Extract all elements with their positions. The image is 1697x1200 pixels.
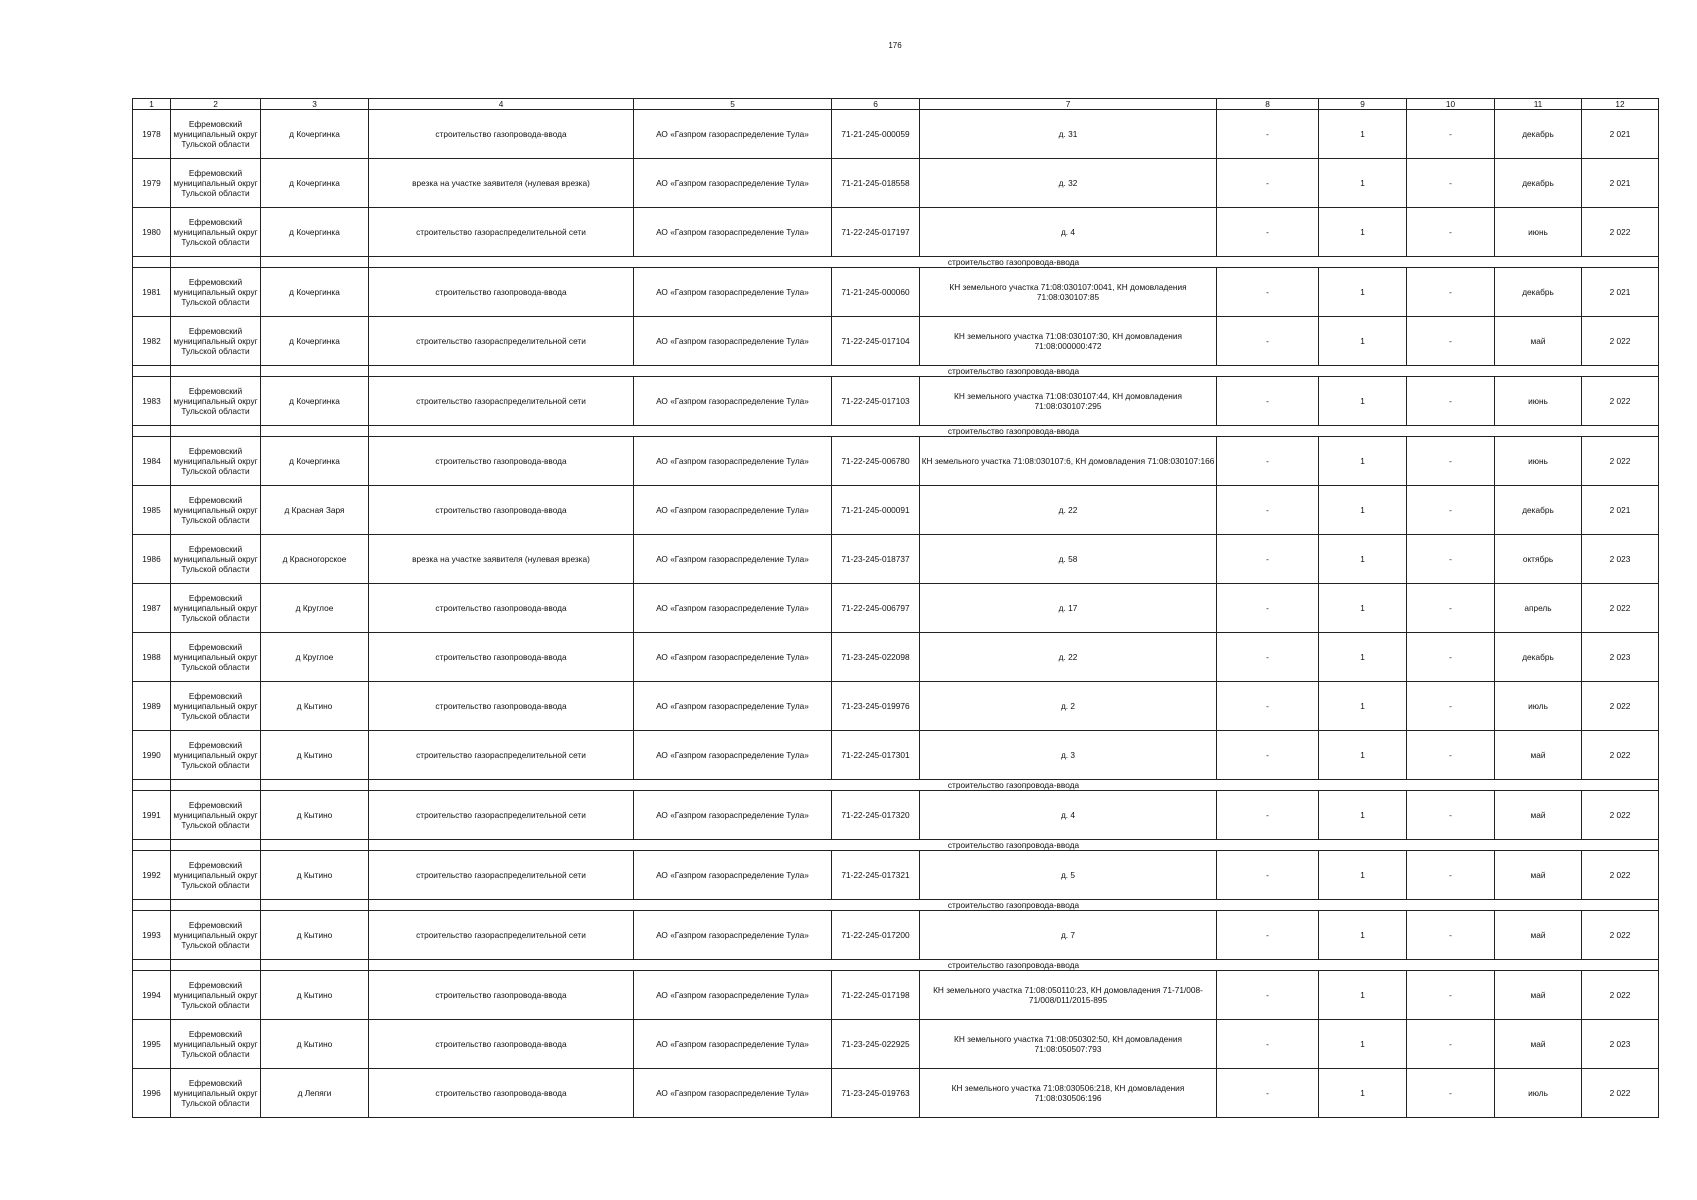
application-number-cell: 71-22-245-006797	[832, 584, 920, 633]
sub-row-work-cell: строительство газопровода-ввода	[369, 780, 1659, 791]
col8-cell: -	[1217, 159, 1319, 208]
address-cell: д. 58	[920, 535, 1217, 584]
quantity-cell: 1	[1319, 971, 1407, 1020]
quantity-cell: 1	[1319, 110, 1407, 159]
col8-cell: -	[1217, 911, 1319, 960]
application-number-cell: 71-21-245-000059	[832, 110, 920, 159]
application-number-cell: 71-23-245-022098	[832, 633, 920, 682]
municipality-cell: Ефремовский муниципальный округ Тульской области	[171, 633, 261, 682]
header-cell: 11	[1495, 99, 1582, 110]
address-cell: д. 2	[920, 682, 1217, 731]
row-number-cell: 1982	[133, 317, 171, 366]
table-row	[133, 682, 1659, 731]
application-number-cell: 71-21-245-018558	[832, 159, 920, 208]
year-cell: 2 022	[1582, 851, 1659, 900]
address-cell: КН земельного участка 71:08:030506:218, КН домовладения 71:08:030506:196	[920, 1069, 1217, 1118]
municipality-cell: Ефремовский муниципальный округ Тульской области	[171, 377, 261, 426]
col8-cell: -	[1217, 1020, 1319, 1069]
locality-cell: д Кытино	[261, 1020, 369, 1069]
year-cell: 2 022	[1582, 971, 1659, 1020]
organization-cell: АО «Газпром газораспределение Тула»	[634, 377, 832, 426]
month-cell: декабрь	[1495, 486, 1582, 535]
table-row	[133, 535, 1659, 584]
row-number-cell: 1993	[133, 911, 171, 960]
year-cell: 2 022	[1582, 911, 1659, 960]
sub-row-blank-cell	[261, 960, 369, 971]
work-type-cell: строительство газопровода-ввода	[369, 437, 634, 486]
organization-cell: АО «Газпром газораспределение Тула»	[634, 851, 832, 900]
work-type-cell: строительство газопровода-ввода	[369, 633, 634, 682]
row-number-cell: 1994	[133, 971, 171, 1020]
col10-cell: -	[1407, 208, 1495, 257]
month-cell: декабрь	[1495, 268, 1582, 317]
application-number-cell: 71-21-245-000091	[832, 486, 920, 535]
year-cell: 2 022	[1582, 731, 1659, 780]
organization-cell: АО «Газпром газораспределение Тула»	[634, 1069, 832, 1118]
year-cell: 2 021	[1582, 110, 1659, 159]
sub-row-blank-cell	[133, 780, 171, 791]
sub-row	[133, 366, 1659, 377]
organization-cell: АО «Газпром газораспределение Тула»	[634, 911, 832, 960]
table-row	[133, 159, 1659, 208]
quantity-cell: 1	[1319, 682, 1407, 731]
month-cell: декабрь	[1495, 159, 1582, 208]
municipality-cell: Ефремовский муниципальный округ Тульской области	[171, 317, 261, 366]
col8-cell: -	[1217, 731, 1319, 780]
organization-cell: АО «Газпром газораспределение Тула»	[634, 682, 832, 731]
municipality-cell: Ефремовский муниципальный округ Тульской области	[171, 971, 261, 1020]
municipality-cell: Ефремовский муниципальный округ Тульской области	[171, 486, 261, 535]
organization-cell: АО «Газпром газораспределение Тула»	[634, 317, 832, 366]
sub-row-blank-cell	[133, 900, 171, 911]
month-cell: июль	[1495, 682, 1582, 731]
municipality-cell: Ефремовский муниципальный округ Тульской области	[171, 1020, 261, 1069]
municipality-cell: Ефремовский муниципальный округ Тульской области	[171, 208, 261, 257]
month-cell: июнь	[1495, 208, 1582, 257]
header-cell: 10	[1407, 99, 1495, 110]
year-cell: 2 022	[1582, 584, 1659, 633]
table-row	[133, 437, 1659, 486]
locality-cell: д Кочергинка	[261, 377, 369, 426]
locality-cell: д Кочергинка	[261, 159, 369, 208]
application-number-cell: 71-22-245-017320	[832, 791, 920, 840]
work-type-cell: строительство газораспределительной сети	[369, 377, 634, 426]
work-type-cell: строительство газопровода-ввода	[369, 110, 634, 159]
table-row	[133, 486, 1659, 535]
table-row	[133, 791, 1659, 840]
col8-cell: -	[1217, 208, 1319, 257]
sub-row-blank-cell	[171, 900, 261, 911]
sub-row-blank-cell	[133, 840, 171, 851]
row-number-cell: 1987	[133, 584, 171, 633]
application-number-cell: 71-22-245-017198	[832, 971, 920, 1020]
locality-cell: д Кочергинка	[261, 208, 369, 257]
quantity-cell: 1	[1319, 584, 1407, 633]
quantity-cell: 1	[1319, 208, 1407, 257]
municipality-cell: Ефремовский муниципальный округ Тульской области	[171, 584, 261, 633]
work-type-cell: врезка на участке заявителя (нулевая врезка)	[369, 159, 634, 208]
header-row	[133, 99, 1659, 110]
address-cell: д. 4	[920, 791, 1217, 840]
locality-cell: д Кытино	[261, 911, 369, 960]
sub-row-work-cell: строительство газопровода-ввода	[369, 960, 1659, 971]
quantity-cell: 1	[1319, 791, 1407, 840]
sub-row-blank-cell	[171, 257, 261, 268]
table-row	[133, 110, 1659, 159]
table-row	[133, 1020, 1659, 1069]
col10-cell: -	[1407, 437, 1495, 486]
col8-cell: -	[1217, 971, 1319, 1020]
sub-row-blank-cell	[261, 366, 369, 377]
col10-cell: -	[1407, 584, 1495, 633]
address-cell: КН земельного участка 71:08:030107:6, КН домовладения 71:08:030107:166	[920, 437, 1217, 486]
row-number-cell: 1996	[133, 1069, 171, 1118]
header-cell: 7	[920, 99, 1217, 110]
municipality-cell: Ефремовский муниципальный округ Тульской области	[171, 535, 261, 584]
col10-cell: -	[1407, 377, 1495, 426]
quantity-cell: 1	[1319, 633, 1407, 682]
sub-row	[133, 426, 1659, 437]
locality-cell: д Кочергинка	[261, 268, 369, 317]
table-row	[133, 633, 1659, 682]
row-number-cell: 1983	[133, 377, 171, 426]
col10-cell: -	[1407, 971, 1495, 1020]
application-number-cell: 71-22-245-017103	[832, 377, 920, 426]
table-row	[133, 1069, 1659, 1118]
col8-cell: -	[1217, 682, 1319, 731]
organization-cell: АО «Газпром газораспределение Тула»	[634, 535, 832, 584]
municipality-cell: Ефремовский муниципальный округ Тульской области	[171, 159, 261, 208]
address-cell: д. 3	[920, 731, 1217, 780]
quantity-cell: 1	[1319, 535, 1407, 584]
col10-cell: -	[1407, 731, 1495, 780]
locality-cell: д Кочергинка	[261, 437, 369, 486]
locality-cell: д Кытино	[261, 851, 369, 900]
row-number-cell: 1988	[133, 633, 171, 682]
month-cell: май	[1495, 911, 1582, 960]
sub-row-blank-cell	[133, 426, 171, 437]
locality-cell: д Кытино	[261, 682, 369, 731]
work-type-cell: строительство газопровода-ввода	[369, 584, 634, 633]
quantity-cell: 1	[1319, 1069, 1407, 1118]
table-row	[133, 208, 1659, 257]
municipality-cell: Ефремовский муниципальный округ Тульской области	[171, 1069, 261, 1118]
sub-row	[133, 960, 1659, 971]
row-number-cell: 1985	[133, 486, 171, 535]
locality-cell: д Лепяги	[261, 1069, 369, 1118]
month-cell: май	[1495, 1020, 1582, 1069]
row-number-cell: 1979	[133, 159, 171, 208]
col8-cell: -	[1217, 584, 1319, 633]
municipality-cell: Ефремовский муниципальный округ Тульской области	[171, 851, 261, 900]
month-cell: апрель	[1495, 584, 1582, 633]
col10-cell: -	[1407, 1020, 1495, 1069]
month-cell: май	[1495, 851, 1582, 900]
year-cell: 2 022	[1582, 317, 1659, 366]
year-cell: 2 023	[1582, 535, 1659, 584]
work-type-cell: строительство газопровода-ввода	[369, 268, 634, 317]
col8-cell: -	[1217, 110, 1319, 159]
sub-row-work-cell: строительство газопровода-ввода	[369, 257, 1659, 268]
sub-row-blank-cell	[133, 366, 171, 377]
address-cell: д. 5	[920, 851, 1217, 900]
sub-row-blank-cell	[171, 780, 261, 791]
row-number-cell: 1981	[133, 268, 171, 317]
municipality-cell: Ефремовский муниципальный округ Тульской области	[171, 682, 261, 731]
work-type-cell: строительство газораспределительной сети	[369, 317, 634, 366]
page-number: 176	[888, 41, 902, 50]
header-cell: 5	[634, 99, 832, 110]
col10-cell: -	[1407, 911, 1495, 960]
locality-cell: д Кытино	[261, 791, 369, 840]
organization-cell: АО «Газпром газораспределение Тула»	[634, 208, 832, 257]
locality-cell: д Кочергинка	[261, 317, 369, 366]
address-cell: д. 7	[920, 911, 1217, 960]
month-cell: май	[1495, 791, 1582, 840]
municipality-cell: Ефремовский муниципальный округ Тульской области	[171, 791, 261, 840]
header-cell: 2	[171, 99, 261, 110]
data-table	[132, 98, 1659, 1118]
year-cell: 2 023	[1582, 1020, 1659, 1069]
work-type-cell: строительство газопровода-ввода	[369, 1069, 634, 1118]
address-cell: КН земельного участка 71:08:030107:0041, КН домовладения 71:08:030107:85	[920, 268, 1217, 317]
col8-cell: -	[1217, 437, 1319, 486]
month-cell: май	[1495, 317, 1582, 366]
application-number-cell: 71-23-245-018737	[832, 535, 920, 584]
row-number-cell: 1986	[133, 535, 171, 584]
organization-cell: АО «Газпром газораспределение Тула»	[634, 159, 832, 208]
quantity-cell: 1	[1319, 317, 1407, 366]
quantity-cell: 1	[1319, 377, 1407, 426]
sub-row-blank-cell	[171, 840, 261, 851]
sub-row	[133, 257, 1659, 268]
sub-row	[133, 900, 1659, 911]
table-row	[133, 971, 1659, 1020]
month-cell: декабрь	[1495, 633, 1582, 682]
municipality-cell: Ефремовский муниципальный округ Тульской области	[171, 110, 261, 159]
municipality-cell: Ефремовский муниципальный округ Тульской области	[171, 731, 261, 780]
col10-cell: -	[1407, 159, 1495, 208]
col10-cell: -	[1407, 1069, 1495, 1118]
quantity-cell: 1	[1319, 851, 1407, 900]
year-cell: 2 021	[1582, 268, 1659, 317]
application-number-cell: 71-23-245-022925	[832, 1020, 920, 1069]
quantity-cell: 1	[1319, 1020, 1407, 1069]
address-cell: д. 22	[920, 486, 1217, 535]
sub-row-blank-cell	[171, 366, 261, 377]
locality-cell: д Круглое	[261, 584, 369, 633]
row-number-cell: 1980	[133, 208, 171, 257]
work-type-cell: строительство газопровода-ввода	[369, 486, 634, 535]
row-number-cell: 1990	[133, 731, 171, 780]
application-number-cell: 71-22-245-017197	[832, 208, 920, 257]
table-row	[133, 268, 1659, 317]
municipality-cell: Ефремовский муниципальный округ Тульской области	[171, 268, 261, 317]
col8-cell: -	[1217, 377, 1319, 426]
work-type-cell: строительство газопровода-ввода	[369, 1020, 634, 1069]
organization-cell: АО «Газпром газораспределение Тула»	[634, 268, 832, 317]
sub-row-work-cell: строительство газопровода-ввода	[369, 366, 1659, 377]
quantity-cell: 1	[1319, 268, 1407, 317]
organization-cell: АО «Газпром газораспределение Тула»	[634, 486, 832, 535]
quantity-cell: 1	[1319, 159, 1407, 208]
month-cell: декабрь	[1495, 110, 1582, 159]
header-cell: 12	[1582, 99, 1659, 110]
organization-cell: АО «Газпром газораспределение Тула»	[634, 633, 832, 682]
col10-cell: -	[1407, 317, 1495, 366]
locality-cell: д Кытино	[261, 971, 369, 1020]
col10-cell: -	[1407, 486, 1495, 535]
year-cell: 2 023	[1582, 633, 1659, 682]
sub-row-blank-cell	[261, 257, 369, 268]
header-cell: 1	[133, 99, 171, 110]
sub-row-blank-cell	[261, 426, 369, 437]
work-type-cell: строительство газораспределительной сети	[369, 791, 634, 840]
locality-cell: д Красногорское	[261, 535, 369, 584]
organization-cell: АО «Газпром газораспределение Тула»	[634, 584, 832, 633]
address-cell: д. 4	[920, 208, 1217, 257]
address-cell: д. 17	[920, 584, 1217, 633]
month-cell: октябрь	[1495, 535, 1582, 584]
sub-row	[133, 840, 1659, 851]
header-cell: 3	[261, 99, 369, 110]
col8-cell: -	[1217, 851, 1319, 900]
organization-cell: АО «Газпром газораспределение Тула»	[634, 971, 832, 1020]
col8-cell: -	[1217, 633, 1319, 682]
table-row	[133, 851, 1659, 900]
table-row	[133, 584, 1659, 633]
header-cell: 4	[369, 99, 634, 110]
col8-cell: -	[1217, 486, 1319, 535]
work-type-cell: строительство газопровода-ввода	[369, 682, 634, 731]
sub-row-work-cell: строительство газопровода-ввода	[369, 426, 1659, 437]
col10-cell: -	[1407, 268, 1495, 317]
month-cell: май	[1495, 731, 1582, 780]
row-number-cell: 1995	[133, 1020, 171, 1069]
col10-cell: -	[1407, 110, 1495, 159]
sub-row-blank-cell	[261, 900, 369, 911]
locality-cell: д Кочергинка	[261, 110, 369, 159]
quantity-cell: 1	[1319, 437, 1407, 486]
application-number-cell: 71-22-245-017104	[832, 317, 920, 366]
col8-cell: -	[1217, 317, 1319, 366]
locality-cell: д Кытино	[261, 731, 369, 780]
col8-cell: -	[1217, 1069, 1319, 1118]
table-row	[133, 731, 1659, 780]
address-cell: КН земельного участка 71:08:050110:23, КН домовладения 71-71/008-71/008/011/2015-895	[920, 971, 1217, 1020]
sub-row-blank-cell	[171, 960, 261, 971]
row-number-cell: 1991	[133, 791, 171, 840]
month-cell: июнь	[1495, 437, 1582, 486]
row-number-cell: 1989	[133, 682, 171, 731]
row-number-cell: 1978	[133, 110, 171, 159]
year-cell: 2 022	[1582, 791, 1659, 840]
sub-row-blank-cell	[171, 426, 261, 437]
quantity-cell: 1	[1319, 486, 1407, 535]
application-number-cell: 71-23-245-019976	[832, 682, 920, 731]
sub-row-blank-cell	[261, 840, 369, 851]
month-cell: июль	[1495, 1069, 1582, 1118]
row-number-cell: 1992	[133, 851, 171, 900]
col10-cell: -	[1407, 682, 1495, 731]
locality-cell: д Красная Заря	[261, 486, 369, 535]
table-row	[133, 911, 1659, 960]
row-number-cell: 1984	[133, 437, 171, 486]
application-number-cell: 71-22-245-017301	[832, 731, 920, 780]
organization-cell: АО «Газпром газораспределение Тула»	[634, 1020, 832, 1069]
quantity-cell: 1	[1319, 731, 1407, 780]
year-cell: 2 022	[1582, 377, 1659, 426]
work-type-cell: строительство газораспределительной сети	[369, 731, 634, 780]
organization-cell: АО «Газпром газораспределение Тула»	[634, 110, 832, 159]
col10-cell: -	[1407, 851, 1495, 900]
table-row	[133, 377, 1659, 426]
table-row	[133, 317, 1659, 366]
address-cell: КН земельного участка 71:08:030107:44, КН домовладения 71:08:030107:295	[920, 377, 1217, 426]
sub-row-blank-cell	[133, 960, 171, 971]
work-type-cell: строительство газораспределительной сети	[369, 911, 634, 960]
year-cell: 2 021	[1582, 486, 1659, 535]
application-number-cell: 71-23-245-019763	[832, 1069, 920, 1118]
col8-cell: -	[1217, 535, 1319, 584]
work-type-cell: строительство газораспределительной сети	[369, 851, 634, 900]
address-cell: КН земельного участка 71:08:050302:50, КН домовладения 71:08:050507:793	[920, 1020, 1217, 1069]
municipality-cell: Ефремовский муниципальный округ Тульской области	[171, 911, 261, 960]
col10-cell: -	[1407, 791, 1495, 840]
sub-row-work-cell: строительство газопровода-ввода	[369, 840, 1659, 851]
sub-row	[133, 780, 1659, 791]
year-cell: 2 022	[1582, 682, 1659, 731]
address-cell: д. 22	[920, 633, 1217, 682]
year-cell: 2 021	[1582, 159, 1659, 208]
header-cell: 6	[832, 99, 920, 110]
application-number-cell: 71-22-245-006780	[832, 437, 920, 486]
address-cell: д. 32	[920, 159, 1217, 208]
organization-cell: АО «Газпром газораспределение Тула»	[634, 791, 832, 840]
municipality-cell: Ефремовский муниципальный округ Тульской области	[171, 437, 261, 486]
col8-cell: -	[1217, 791, 1319, 840]
application-number-cell: 71-21-245-000060	[832, 268, 920, 317]
organization-cell: АО «Газпром газораспределение Тула»	[634, 437, 832, 486]
application-number-cell: 71-22-245-017321	[832, 851, 920, 900]
locality-cell: д Круглое	[261, 633, 369, 682]
year-cell: 2 022	[1582, 1069, 1659, 1118]
header-cell: 9	[1319, 99, 1407, 110]
year-cell: 2 022	[1582, 208, 1659, 257]
work-type-cell: строительство газораспределительной сети	[369, 208, 634, 257]
month-cell: май	[1495, 971, 1582, 1020]
sub-row-work-cell: строительство газопровода-ввода	[369, 900, 1659, 911]
col10-cell: -	[1407, 633, 1495, 682]
organization-cell: АО «Газпром газораспределение Тула»	[634, 731, 832, 780]
sub-row-blank-cell	[133, 257, 171, 268]
quantity-cell: 1	[1319, 911, 1407, 960]
work-type-cell: врезка на участке заявителя (нулевая врезка)	[369, 535, 634, 584]
address-cell: КН земельного участка 71:08:030107:30, КН домовладения 71:08:000000:472	[920, 317, 1217, 366]
header-cell: 8	[1217, 99, 1319, 110]
sub-row-blank-cell	[261, 780, 369, 791]
year-cell: 2 022	[1582, 437, 1659, 486]
month-cell: июнь	[1495, 377, 1582, 426]
address-cell: д. 31	[920, 110, 1217, 159]
col8-cell: -	[1217, 268, 1319, 317]
col10-cell: -	[1407, 535, 1495, 584]
work-type-cell: строительство газопровода-ввода	[369, 971, 634, 1020]
application-number-cell: 71-22-245-017200	[832, 911, 920, 960]
